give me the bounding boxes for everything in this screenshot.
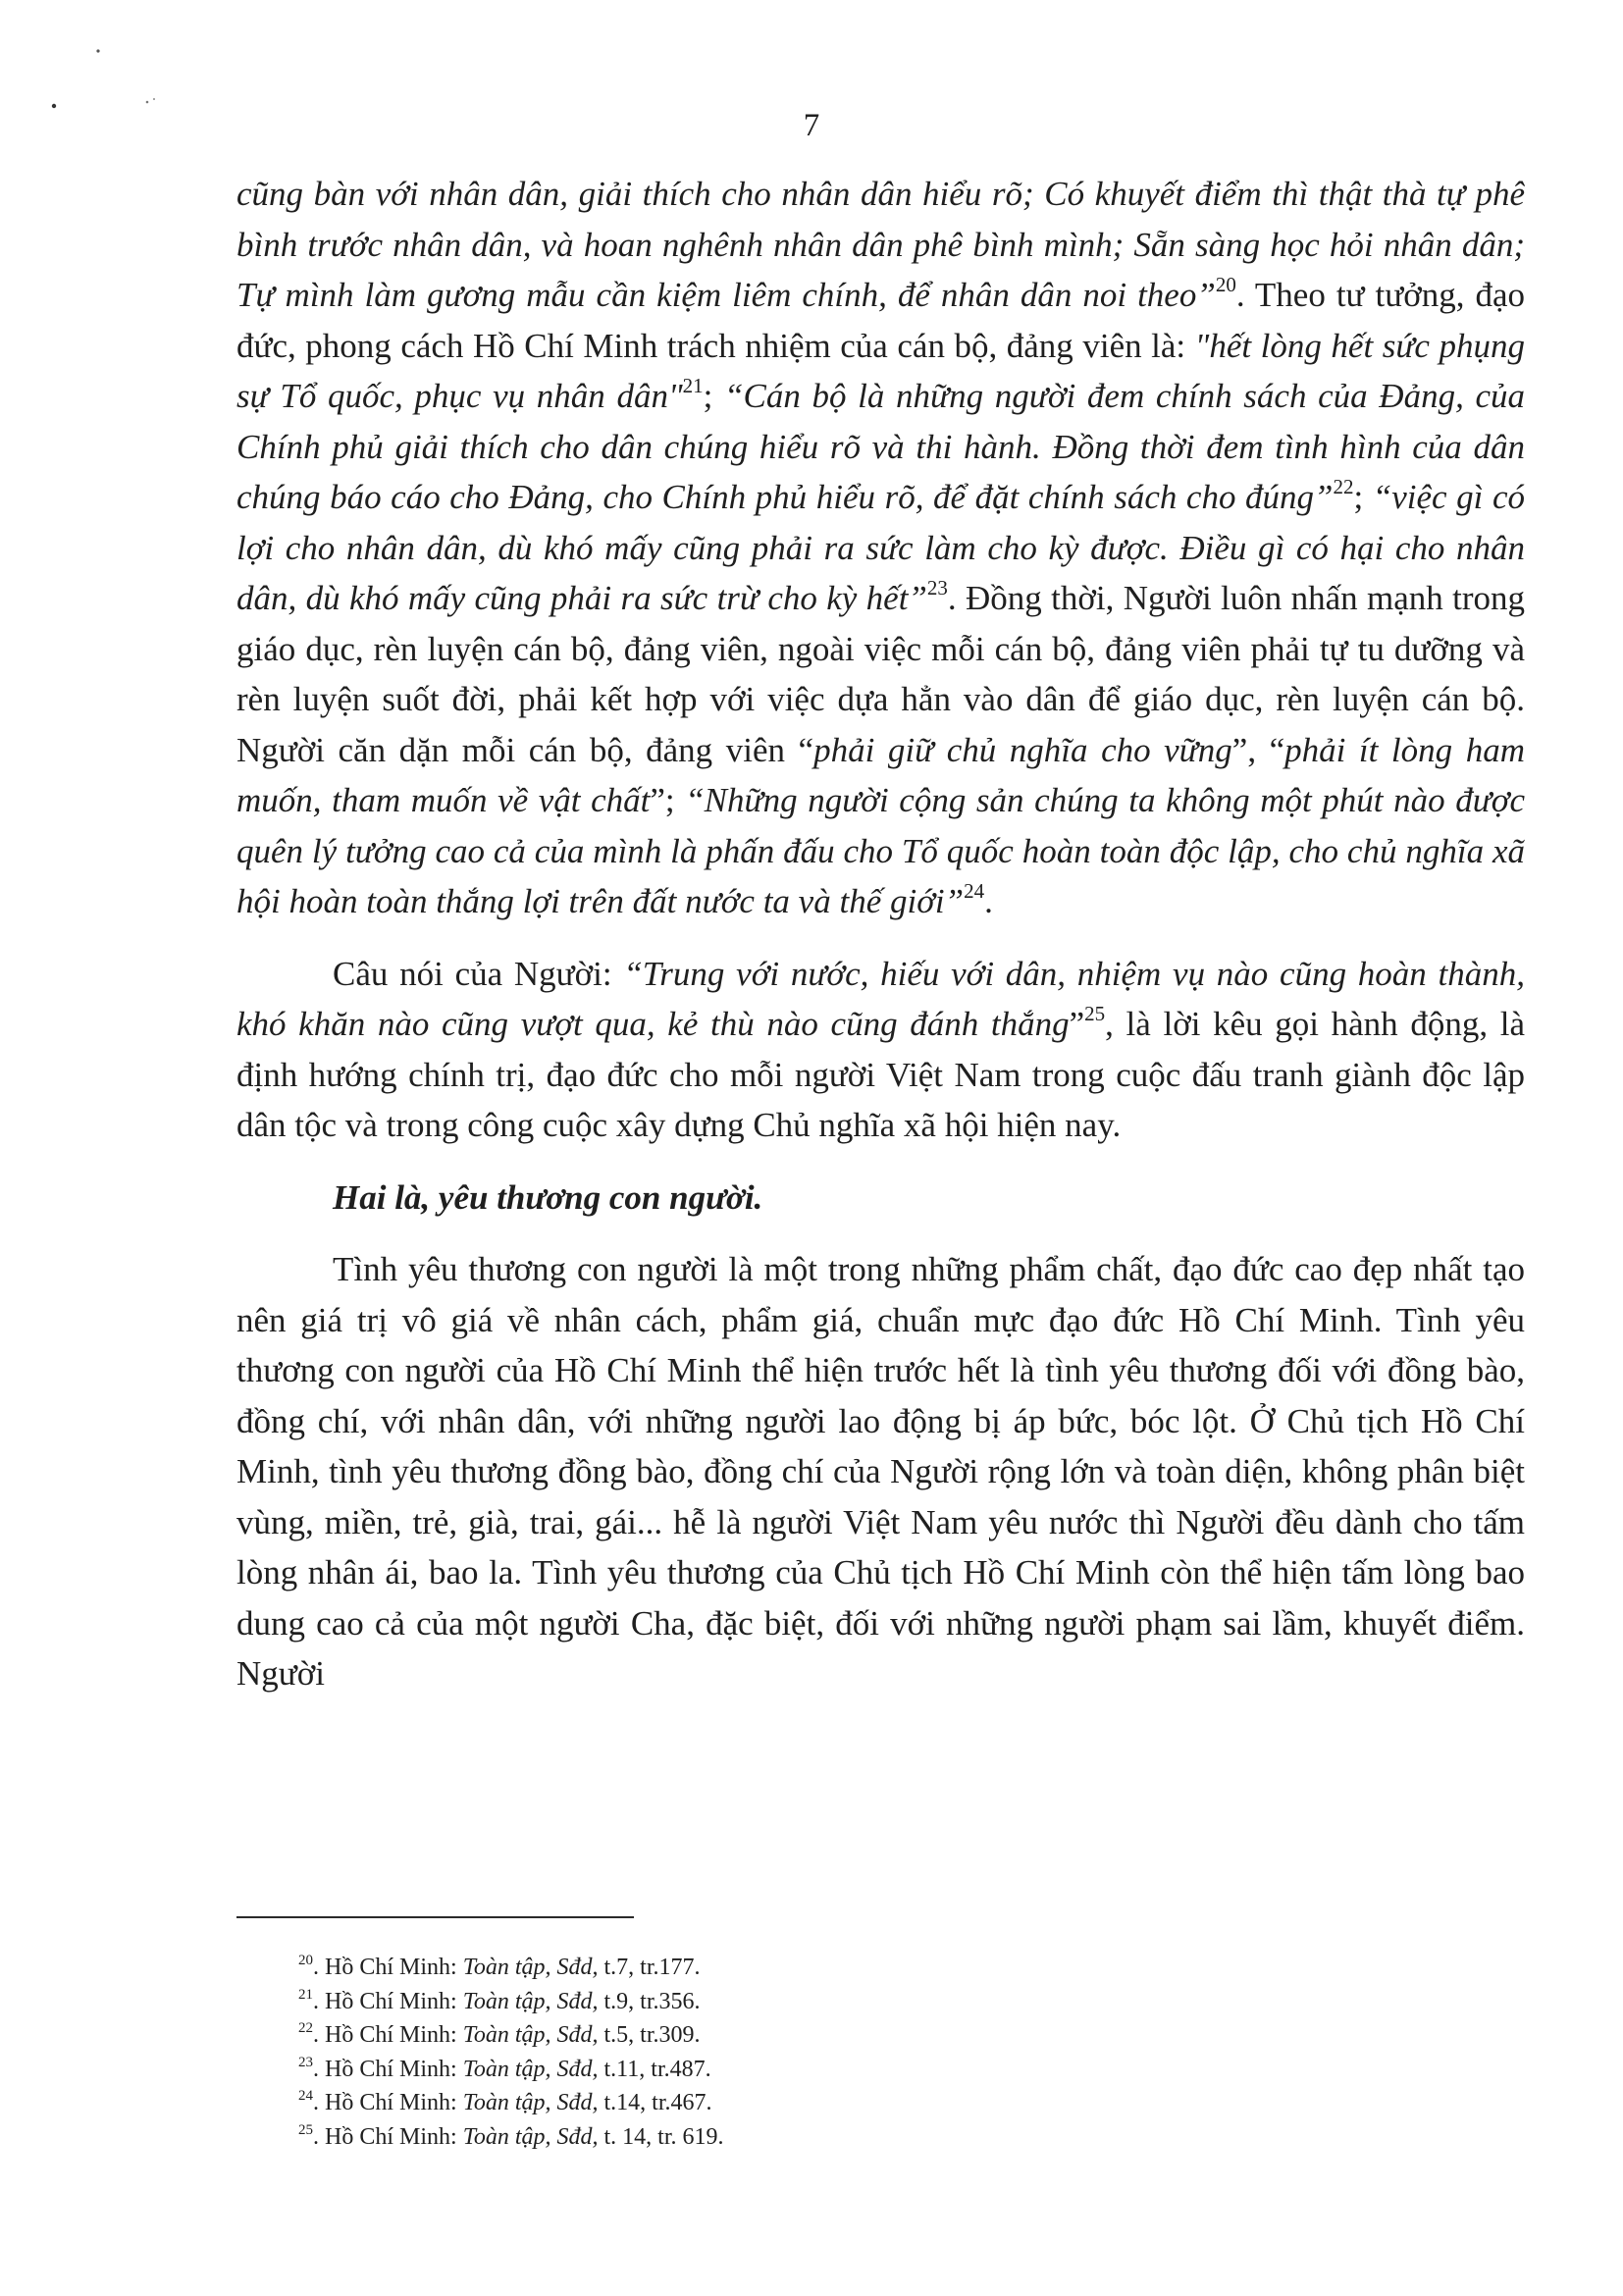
italic-text: “việc gì có lợi cho nhân dân, dù khó mấy cũng phải ra sức làm cho kỳ được. Điều gì có hại cho nhân dân, dù khó mấy cũng phải ra sức trừ cho kỳ hết” bbox=[236, 478, 1525, 617]
text-run: Tình yêu thương con người là một trong những phẩm chất, đạo đức cao đẹp nhất tạo nên giá trị vô giá về nhân cách, phẩm giá, chuẩn mực đạo đức Hồ Chí Minh. Tình yêu thương con người của Hồ Chí Minh thể hiện trước hết là tình yêu thương đối với đồng bào, đồng chí, với nhân dân, với những người lao động bị áp bức, bóc lột. Ở Chủ tịch Hồ Chí Minh, tình yêu thương đồng bào, đồng chí của Người rộng lớn và toàn diện, không phân biệt vùng, miền, trẻ, già, trai, gái... hễ là người Việt Nam yêu nước thì Người đều dành cho tấm lòng nhân ái, bao la. Tình yêu thương của Chủ tịch Hồ Chí Minh còn thể hiện tấm lòng bao dung cao cả của một người Cha, đặc biệt, đối với những người phạm sai lầm, khuyết điểm. Người bbox=[236, 1250, 1525, 1693]
footnote-author: . Hồ Chí Minh: bbox=[313, 2022, 463, 2048]
footnote-author: . Hồ Chí Minh: bbox=[313, 2056, 463, 2082]
footnote-author: . Hồ Chí Minh: bbox=[313, 2090, 463, 2115]
text-run: . Đồng thời, Người luôn nhấn mạnh trong giáo dục, rèn luyện cán bộ, đảng viên, ngoài việc mỗi cán bộ, đảng viên phải tự tu dưỡng và rèn luyện suốt đời, phải kết hợp với việc dựa hẳn vào dân để giáo dục, rèn luyện cán bộ. Người căn dặn mỗi cán bộ, đảng viên “ bbox=[236, 579, 1526, 769]
footnote-number: 20 bbox=[298, 1953, 313, 1968]
footnote-ref: 24 bbox=[964, 879, 985, 903]
footnote-title: Toàn tập, Sđd, bbox=[462, 1988, 599, 2014]
footnote-ref: 22 bbox=[1333, 475, 1354, 498]
footnote-number: 22 bbox=[298, 2020, 313, 2036]
footnote-author: . Hồ Chí Minh: bbox=[313, 1955, 463, 1980]
text-run: ”, “ bbox=[1231, 730, 1285, 769]
footnote-separator bbox=[236, 1916, 634, 1918]
footnote-number: 21 bbox=[298, 1986, 313, 2003]
footnote-title: Toàn tập, Sđd, bbox=[462, 2056, 599, 2082]
italic-text: cũng bàn với nhân dân, giải thích cho nhân dân hiểu rõ; Có khuyết điểm thì thật thà tự phê bình trước nhân dân, và hoan nghênh nhân dân phê bình mình; Sẵn sàng học hỏi nhân dân; Tự mình làm gương mẫu cần kiệm liêm chính, để nhân dân noi theo” bbox=[236, 175, 1525, 314]
footnote-reference: t.9, tr.356. bbox=[598, 1988, 701, 2014]
footnote-number: 23 bbox=[298, 2054, 313, 2070]
page-number: 7 bbox=[803, 108, 820, 143]
text-run: . bbox=[984, 882, 993, 920]
footnote-ref: 21 bbox=[682, 374, 704, 397]
footnote-item bbox=[298, 1985, 1280, 2019]
text-run: Câu nói của Người: bbox=[333, 954, 624, 993]
italic-text: “Trung với nước, hiếu với dân, nhiệm vụ nào cũng hoàn thành, khó khăn nào cũng vượt qua, kẻ thù nào cũng đánh thắng bbox=[236, 954, 1526, 1043]
footnote-number: 24 bbox=[298, 2088, 313, 2104]
footnote-author: . Hồ Chí Minh: bbox=[313, 1988, 463, 2014]
text-run: ; bbox=[1353, 478, 1373, 516]
footnote-reference: t.14, tr.467. bbox=[598, 2090, 712, 2115]
footnote-item bbox=[298, 2086, 1280, 2120]
text-run: ”; bbox=[650, 781, 686, 819]
text-run: ; bbox=[703, 377, 725, 415]
text-run: , là lời kêu gọi hành động, là định hướng chính trị, đạo đức cho mỗi người Việt Nam trong cuộc đấu tranh giành độc lập dân tộc và trong công cuộc xây dựng Chủ nghĩa xã hội hiện nay. bbox=[236, 1005, 1525, 1144]
paragraph bbox=[236, 949, 1525, 1151]
text-run: ” bbox=[1069, 1005, 1085, 1043]
footnote-author: . Hồ Chí Minh: bbox=[313, 2123, 463, 2150]
body-text bbox=[236, 169, 1525, 1699]
italic-text: “Cán bộ là những người đem chính sách của Đảng, của Chính phủ giải thích cho dân chúng hiểu rõ và thi hành. Đồng thời đem tình hình của dân chúng báo cáo cho Đảng, cho Chính phủ hiểu rõ, để đặt chính sách cho đúng” bbox=[236, 377, 1526, 516]
paragraph bbox=[236, 1244, 1525, 1699]
footnote-reference: t. 14, tr. 619. bbox=[598, 2123, 724, 2150]
footnote-item bbox=[298, 2018, 1280, 2053]
footnote-reference: t.11, tr.487. bbox=[598, 2056, 711, 2082]
text-run: . Theo tư tưởng, đạo đức, phong cách Hồ Chí Minh trách nhiệm của cán bộ, đảng viên là: bbox=[236, 276, 1525, 365]
footnote-item bbox=[298, 1951, 1280, 1985]
italic-text: phải ít lòng ham muốn, tham muốn về vật chất bbox=[236, 730, 1525, 819]
footnote-ref: 23 bbox=[926, 576, 948, 600]
footnote-title: Toàn tập, Sđd, bbox=[462, 2123, 599, 2150]
footnote-title: Toàn tập, Sđd, bbox=[462, 2022, 599, 2048]
text-run: Hai là, yêu thương con người. bbox=[333, 1177, 763, 1217]
footnote-item bbox=[298, 2120, 1280, 2155]
footnote-title: Toàn tập, Sđd, bbox=[462, 2090, 599, 2115]
footnote-reference: t.7, tr.177. bbox=[598, 1955, 701, 1980]
italic-text: “Những người cộng sản chúng ta không một phút nào được quên lý tưởng cao cả của mình là phấn đấu cho Tổ quốc hoàn toàn độc lập, cho chủ nghĩa xã hội hoàn toàn thắng lợi trên đất nước ta và thế giới” bbox=[236, 781, 1526, 920]
footnote-number: 25 bbox=[298, 2121, 313, 2138]
italic-text: "hết lòng hết sức phụng sự Tổ quốc, phục vụ nhân dân" bbox=[236, 326, 1525, 415]
footnote-item bbox=[298, 2053, 1280, 2087]
paragraph bbox=[236, 169, 1525, 927]
footnote-ref: 20 bbox=[1215, 273, 1236, 296]
section-heading bbox=[236, 1173, 1525, 1224]
footnote-ref: 25 bbox=[1084, 1002, 1106, 1025]
footnotes bbox=[298, 1951, 1280, 2154]
footnote-reference: t.5, tr.309. bbox=[598, 2022, 701, 2048]
footnote-title: Toàn tập, Sđd, bbox=[462, 1955, 599, 1980]
italic-text: phải giữ chủ nghĩa cho vững bbox=[813, 730, 1232, 769]
